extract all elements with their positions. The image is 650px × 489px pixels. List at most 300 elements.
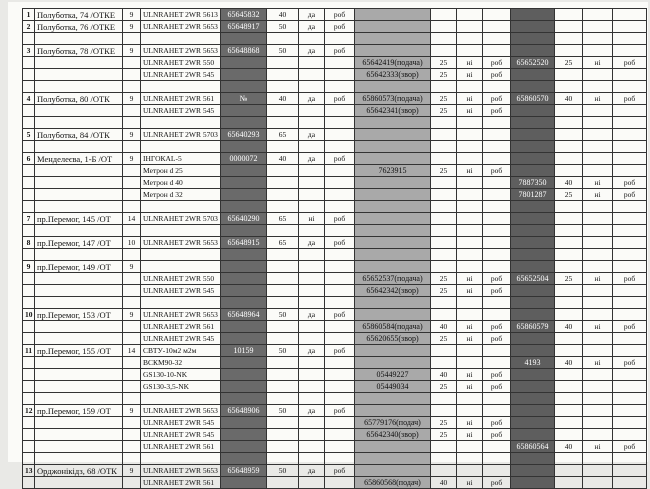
- table-cell: ні: [457, 57, 483, 69]
- table-row: [23, 201, 647, 213]
- table-cell: роб: [325, 45, 355, 57]
- table-cell: [23, 285, 35, 297]
- table-cell: ні: [583, 321, 613, 333]
- table-cell: [299, 33, 325, 45]
- table-cell: [299, 69, 325, 81]
- table-cell: [123, 225, 141, 237]
- table-cell: ні: [457, 69, 483, 81]
- table-cell: роб: [325, 237, 355, 249]
- table-cell: Полуботка, 80 /ОТК: [35, 93, 123, 105]
- table-cell: [483, 261, 511, 273]
- table-cell: [431, 21, 457, 33]
- table-cell: [35, 189, 123, 201]
- table-cell: [583, 9, 613, 21]
- table-cell: роб: [483, 57, 511, 69]
- table-cell: [221, 297, 267, 309]
- table-cell: [23, 165, 35, 177]
- table-row: [23, 477, 647, 489]
- table-cell: Полуботка, 76 /ОТКЕ: [35, 21, 123, 33]
- table-row: [23, 93, 647, 105]
- table-cell: роб: [483, 369, 511, 381]
- table-cell: ULNRAHET 2WR 5653: [141, 45, 221, 57]
- table-cell: да: [299, 93, 325, 105]
- table-cell: [221, 429, 267, 441]
- table-cell: [221, 285, 267, 297]
- table-cell: ні: [583, 177, 613, 189]
- table-cell: [583, 261, 613, 273]
- table-cell: роб: [483, 285, 511, 297]
- table-cell: [457, 453, 483, 465]
- table-cell: [325, 285, 355, 297]
- table-cell: [325, 129, 355, 141]
- table-cell: [457, 129, 483, 141]
- table-cell: [267, 261, 299, 273]
- table-cell: [457, 141, 483, 153]
- table-cell: [221, 165, 267, 177]
- table-cell: [431, 189, 457, 201]
- table-cell: [431, 201, 457, 213]
- table-cell: 40: [431, 369, 457, 381]
- table-cell: [511, 309, 555, 321]
- table-cell: [267, 57, 299, 69]
- table-cell: [267, 225, 299, 237]
- table-cell: роб: [613, 321, 647, 333]
- table-cell: [267, 273, 299, 285]
- table-cell: [299, 297, 325, 309]
- table-cell: GS130-10-NK: [141, 369, 221, 381]
- table-cell: [431, 129, 457, 141]
- table-cell: [511, 9, 555, 21]
- table-cell: [355, 225, 431, 237]
- table-cell: пр.Перемог, 155 /ОТ: [35, 345, 123, 357]
- table-cell: [457, 405, 483, 417]
- table-cell: роб: [613, 441, 647, 453]
- table-cell: да: [299, 129, 325, 141]
- table-cell: 25: [431, 165, 457, 177]
- table-cell: да: [299, 9, 325, 21]
- table-cell: [483, 177, 511, 189]
- table-cell: 40: [267, 153, 299, 165]
- table-cell: роб: [613, 189, 647, 201]
- table-cell: [123, 357, 141, 369]
- table-cell: [613, 333, 647, 345]
- table-cell: [23, 201, 35, 213]
- table-cell: 40: [431, 477, 457, 489]
- table-cell: [325, 33, 355, 45]
- table-cell: [267, 333, 299, 345]
- table-cell: ULNRAHET 2WR 550: [141, 57, 221, 69]
- table-cell: [555, 249, 583, 261]
- table-cell: ні: [457, 321, 483, 333]
- table-cell: [23, 225, 35, 237]
- table-cell: 25: [431, 57, 457, 69]
- table-cell: [35, 429, 123, 441]
- table-cell: [123, 57, 141, 69]
- table-cell: [35, 357, 123, 369]
- table-cell: [613, 45, 647, 57]
- table-cell: [555, 165, 583, 177]
- table-cell: [457, 177, 483, 189]
- table-cell: 7623915: [355, 165, 431, 177]
- table-cell: [613, 153, 647, 165]
- table-cell: [325, 453, 355, 465]
- table-cell: 25: [555, 189, 583, 201]
- table-cell: [355, 117, 431, 129]
- table-cell: роб: [613, 273, 647, 285]
- table-cell: 25: [431, 105, 457, 117]
- table-cell: [555, 261, 583, 273]
- table-cell: [267, 321, 299, 333]
- table-cell: роб: [325, 345, 355, 357]
- table-cell: [431, 261, 457, 273]
- table-cell: 65645832: [221, 9, 267, 21]
- table-cell: [555, 69, 583, 81]
- table-cell: [221, 105, 267, 117]
- table-cell: [555, 81, 583, 93]
- table-cell: [483, 129, 511, 141]
- table-cell: 7887350: [511, 177, 555, 189]
- table-cell: 9: [123, 465, 141, 477]
- table-cell: 7: [23, 213, 35, 225]
- table-cell: пр.Перемог, 149 /ОТ: [35, 261, 123, 273]
- table-cell: [431, 441, 457, 453]
- table-cell: 65648959: [221, 465, 267, 477]
- table-cell: [511, 285, 555, 297]
- table-cell: 25: [431, 381, 457, 393]
- table-cell: [299, 81, 325, 93]
- table-cell: [123, 381, 141, 393]
- table-cell: 11: [23, 345, 35, 357]
- table-cell: [123, 141, 141, 153]
- table-cell: [555, 309, 583, 321]
- table-cell: [511, 141, 555, 153]
- table-cell: роб: [483, 273, 511, 285]
- table-cell: [299, 333, 325, 345]
- table-cell: [431, 393, 457, 405]
- table-cell: [583, 249, 613, 261]
- table-cell: 3: [23, 45, 35, 57]
- table-cell: ні: [583, 441, 613, 453]
- table-cell: [35, 441, 123, 453]
- table-cell: 65860573(подача): [355, 93, 431, 105]
- table-cell: [431, 153, 457, 165]
- table-cell: [613, 33, 647, 45]
- table-row: [23, 153, 647, 165]
- table-cell: роб: [483, 165, 511, 177]
- table-cell: [457, 357, 483, 369]
- table-cell: [23, 69, 35, 81]
- table-cell: 25: [555, 273, 583, 285]
- table-cell: [555, 213, 583, 225]
- table-cell: [355, 405, 431, 417]
- table-cell: Метрон d 32: [141, 189, 221, 201]
- table-cell: [221, 117, 267, 129]
- table-row: [23, 333, 647, 345]
- table-cell: [23, 57, 35, 69]
- table-cell: [483, 117, 511, 129]
- table-cell: [483, 81, 511, 93]
- table-cell: [325, 477, 355, 489]
- table-cell: [457, 441, 483, 453]
- table-cell: ІНГОКАL-5: [141, 153, 221, 165]
- table-cell: 65642419(подача): [355, 57, 431, 69]
- table-cell: [35, 477, 123, 489]
- table-cell: ULNRAHET 2WR 545: [141, 105, 221, 117]
- table-cell: ULNRAHET 2WR 5653: [141, 465, 221, 477]
- table-cell: 9: [123, 93, 141, 105]
- table-cell: [35, 393, 123, 405]
- table-cell: [221, 261, 267, 273]
- table-cell: [555, 393, 583, 405]
- table-cell: [457, 213, 483, 225]
- table-cell: [325, 429, 355, 441]
- table-row: [23, 69, 647, 81]
- document-page: [8, 2, 648, 487]
- table-cell: [483, 9, 511, 21]
- table-row: [23, 405, 647, 417]
- table-cell: [299, 429, 325, 441]
- table-cell: 14: [123, 345, 141, 357]
- table-cell: [511, 81, 555, 93]
- table-cell: [299, 441, 325, 453]
- table-cell: [355, 453, 431, 465]
- table-cell: 65642340(звор): [355, 429, 431, 441]
- table-cell: [555, 141, 583, 153]
- table-cell: [299, 261, 325, 273]
- table-cell: да: [299, 309, 325, 321]
- table-cell: [325, 369, 355, 381]
- table-cell: [299, 201, 325, 213]
- table-cell: [511, 465, 555, 477]
- table-cell: [355, 141, 431, 153]
- table-cell: [355, 177, 431, 189]
- table-cell: [221, 225, 267, 237]
- table-cell: 65: [267, 129, 299, 141]
- table-cell: [123, 297, 141, 309]
- table-row: [23, 393, 647, 405]
- table-cell: [613, 129, 647, 141]
- table-cell: [355, 33, 431, 45]
- table-cell: [123, 333, 141, 345]
- table-cell: [511, 165, 555, 177]
- table-cell: [555, 381, 583, 393]
- table-cell: Метрон d 40: [141, 177, 221, 189]
- table-cell: [457, 261, 483, 273]
- table-cell: Орджонікідз, 68 /ОТК: [35, 465, 123, 477]
- table-cell: [483, 213, 511, 225]
- table-cell: [267, 141, 299, 153]
- table-cell: [221, 273, 267, 285]
- table-cell: ULNRAHET 2WR 561: [141, 321, 221, 333]
- table-cell: [221, 141, 267, 153]
- table-cell: 65860564: [511, 441, 555, 453]
- table-cell: [123, 249, 141, 261]
- table-cell: [431, 465, 457, 477]
- table-cell: [267, 285, 299, 297]
- table-cell: [511, 369, 555, 381]
- table-cell: [483, 405, 511, 417]
- table-cell: [483, 441, 511, 453]
- table-cell: [483, 237, 511, 249]
- table-cell: [35, 453, 123, 465]
- table-cell: ULNRAHET 2WR 5653: [141, 309, 221, 321]
- table-cell: [431, 357, 457, 369]
- table-row: [23, 237, 647, 249]
- table-cell: [431, 9, 457, 21]
- table-cell: [583, 33, 613, 45]
- table-cell: 40: [555, 177, 583, 189]
- table-cell: [221, 249, 267, 261]
- table-cell: ULNRAHET 2WR 561: [141, 93, 221, 105]
- table-cell: роб: [325, 213, 355, 225]
- table-cell: [431, 249, 457, 261]
- table-cell: да: [299, 345, 325, 357]
- table-cell: да: [299, 405, 325, 417]
- table-cell: [555, 33, 583, 45]
- table-cell: [511, 393, 555, 405]
- table-cell: [583, 477, 613, 489]
- table-cell: 10159: [221, 345, 267, 357]
- table-cell: [23, 189, 35, 201]
- table-cell: [483, 225, 511, 237]
- table-cell: [325, 249, 355, 261]
- table-cell: 05449034: [355, 381, 431, 393]
- table-cell: [35, 321, 123, 333]
- table-cell: [555, 237, 583, 249]
- table-cell: [141, 117, 221, 129]
- table-cell: [431, 309, 457, 321]
- table-cell: [613, 69, 647, 81]
- table-row: [23, 309, 647, 321]
- table-cell: [511, 381, 555, 393]
- table-cell: ULNRAHET 2WR 561: [141, 441, 221, 453]
- table-cell: [267, 165, 299, 177]
- table-cell: [141, 33, 221, 45]
- table-cell: [483, 249, 511, 261]
- table-cell: роб: [483, 429, 511, 441]
- table-cell: 65648915: [221, 237, 267, 249]
- table-cell: 9: [123, 405, 141, 417]
- table-cell: [613, 417, 647, 429]
- table-cell: [299, 321, 325, 333]
- table-cell: 65648917: [221, 21, 267, 33]
- table-cell: [555, 333, 583, 345]
- table-cell: да: [299, 45, 325, 57]
- table-cell: [583, 237, 613, 249]
- table-cell: пр.Перемог, 159 /ОТ: [35, 405, 123, 417]
- table-cell: 25: [431, 417, 457, 429]
- table-cell: [511, 117, 555, 129]
- table-cell: 65642341(звор): [355, 105, 431, 117]
- table-row: [23, 129, 647, 141]
- table-row: [23, 177, 647, 189]
- table-cell: [267, 381, 299, 393]
- table-cell: [457, 345, 483, 357]
- table-cell: ULNRAHET 2WR 561: [141, 477, 221, 489]
- table-row: [23, 81, 647, 93]
- table-row: [23, 165, 647, 177]
- table-cell: [221, 81, 267, 93]
- table-cell: [267, 453, 299, 465]
- table-cell: [299, 141, 325, 153]
- table-cell: [123, 105, 141, 117]
- table-cell: [457, 81, 483, 93]
- table-cell: [325, 225, 355, 237]
- table-cell: [483, 153, 511, 165]
- table-cell: 65: [267, 213, 299, 225]
- table-cell: [123, 201, 141, 213]
- table-cell: [23, 417, 35, 429]
- table-cell: [221, 441, 267, 453]
- table-cell: [355, 357, 431, 369]
- table-cell: [267, 357, 299, 369]
- table-cell: [483, 357, 511, 369]
- table-cell: [325, 297, 355, 309]
- table-cell: [325, 117, 355, 129]
- table-cell: ВСКМ90-32: [141, 357, 221, 369]
- table-row: [23, 21, 647, 33]
- table-cell: 05449227: [355, 369, 431, 381]
- table-cell: [23, 177, 35, 189]
- table-cell: 13: [23, 465, 35, 477]
- table-cell: [267, 297, 299, 309]
- table-cell: 0000072: [221, 153, 267, 165]
- table-cell: [555, 9, 583, 21]
- table-cell: [613, 165, 647, 177]
- table-cell: роб: [613, 357, 647, 369]
- table-cell: [355, 261, 431, 273]
- table-cell: [613, 237, 647, 249]
- table-cell: [583, 405, 613, 417]
- table-cell: [431, 33, 457, 45]
- table-cell: [583, 225, 613, 237]
- table-cell: [35, 381, 123, 393]
- table-cell: 40: [555, 321, 583, 333]
- table-cell: [325, 69, 355, 81]
- table-cell: 40: [267, 93, 299, 105]
- table-cell: роб: [325, 93, 355, 105]
- table-cell: [457, 237, 483, 249]
- table-cell: [511, 417, 555, 429]
- table-cell: [325, 357, 355, 369]
- meters-table: [22, 8, 647, 489]
- table-cell: ні: [583, 357, 613, 369]
- table-cell: [325, 81, 355, 93]
- table-cell: [35, 285, 123, 297]
- table-cell: [613, 225, 647, 237]
- table-cell: [141, 225, 221, 237]
- table-cell: 65648906: [221, 405, 267, 417]
- table-row: [23, 321, 647, 333]
- table-cell: [221, 33, 267, 45]
- table-cell: [35, 33, 123, 45]
- table-cell: [123, 441, 141, 453]
- table-cell: 8: [23, 237, 35, 249]
- table-cell: [555, 297, 583, 309]
- table-cell: 65860579: [511, 321, 555, 333]
- table-cell: [457, 33, 483, 45]
- table-cell: [267, 189, 299, 201]
- table-cell: [35, 333, 123, 345]
- table-cell: [613, 465, 647, 477]
- table-cell: [483, 33, 511, 45]
- table-cell: ULNRAHET 2WR 545: [141, 69, 221, 81]
- table-row: [23, 285, 647, 297]
- table-cell: [511, 33, 555, 45]
- table-cell: [299, 357, 325, 369]
- table-cell: 9: [123, 309, 141, 321]
- table-cell: [457, 21, 483, 33]
